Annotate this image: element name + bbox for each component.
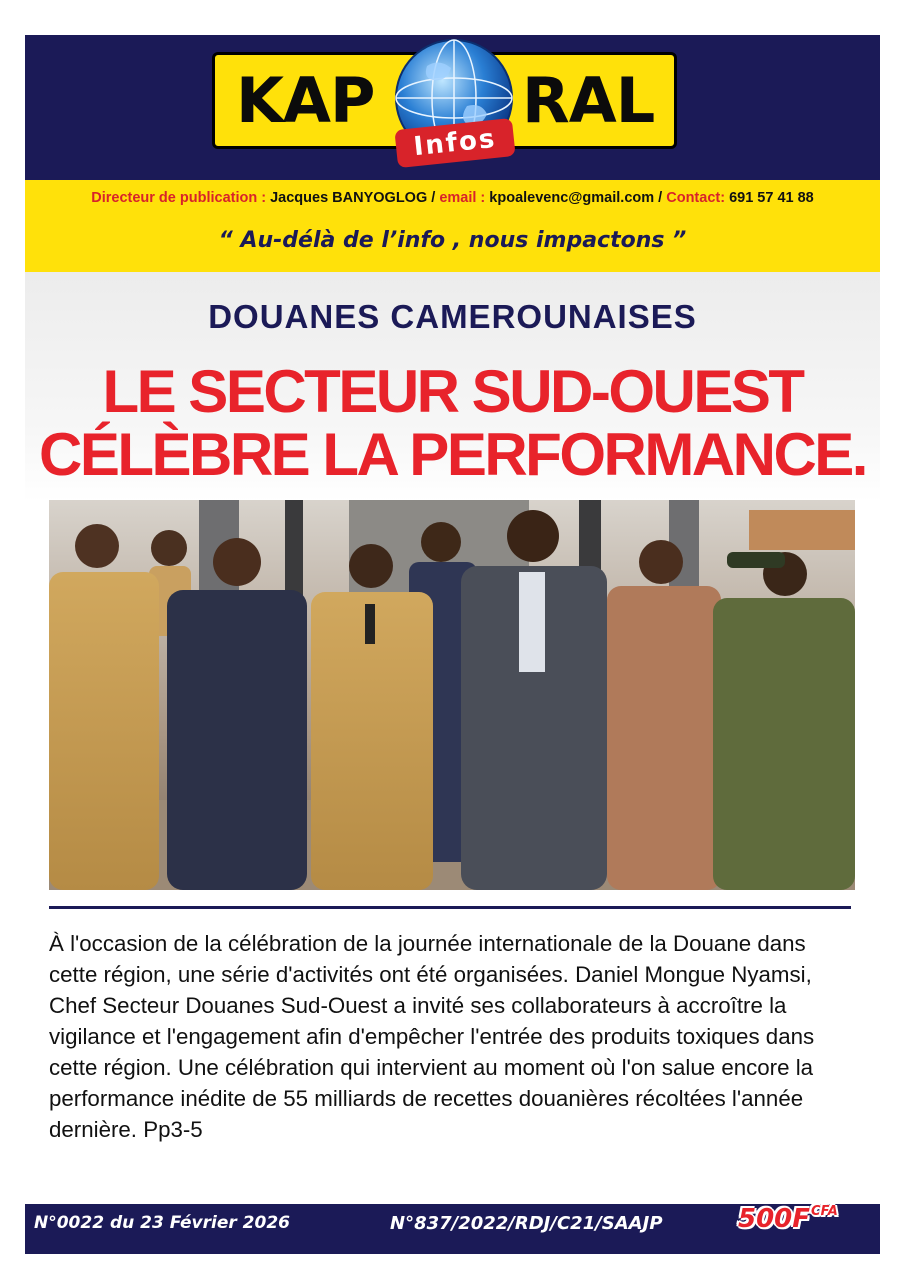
price-value: 500F [738,1204,811,1234]
logo-text-left: KAP [236,64,375,137]
logo-sub-badge: Infos [394,118,515,168]
logo-text-right: RAL [522,64,655,137]
price-badge [738,1204,838,1234]
divider [49,906,851,909]
director-name: Jacques BANYOGLOG / [270,190,436,206]
headline-line-1: LE SECTEUR SUD-OUEST [102,358,803,425]
publication-credits [25,190,880,206]
headline-line-2: CÉLÈBRE LA PERFORMANCE. [39,421,866,488]
email-label: email : [439,190,486,206]
issue-number: N°0022 du 23 Février 2026 [34,1213,290,1233]
headline [25,360,880,486]
email-value: kpoalevenc@gmail.com / [489,190,663,206]
cover-photo [49,500,855,890]
group-photo-illustration [49,500,855,890]
director-label: Directeur de publication : [91,190,267,206]
article-body: À l'occasion de la célébration de la journée internationale de la Douane dans cette région, une série d'activités ont été organisées. Daniel Mongue Nyamsi, Chef Secteur Douanes Sud-Ouest a invité ses collaborateurs à accroître la vigilance et l'engagement afin d'empêcher l'entrée des produits toxiques dans cette région. Une célébration qui intervient au moment où l'on salue encore la performance inédite de 55 milliards de recettes douanières récoltées l'année dernière. Pp3-5 [49,931,815,1142]
slogan: “ Au-délà de l’info , nous impactons ” [218,228,687,253]
registration-number: N°837/2022/RDJ/C21/SAAJP [390,1213,663,1234]
kicker: DOUANES CAMEROUNAISES [208,298,697,335]
price-currency: CFA [811,1204,838,1219]
contact-label: Contact: [666,190,726,206]
contact-value: 691 57 41 88 [729,190,814,206]
